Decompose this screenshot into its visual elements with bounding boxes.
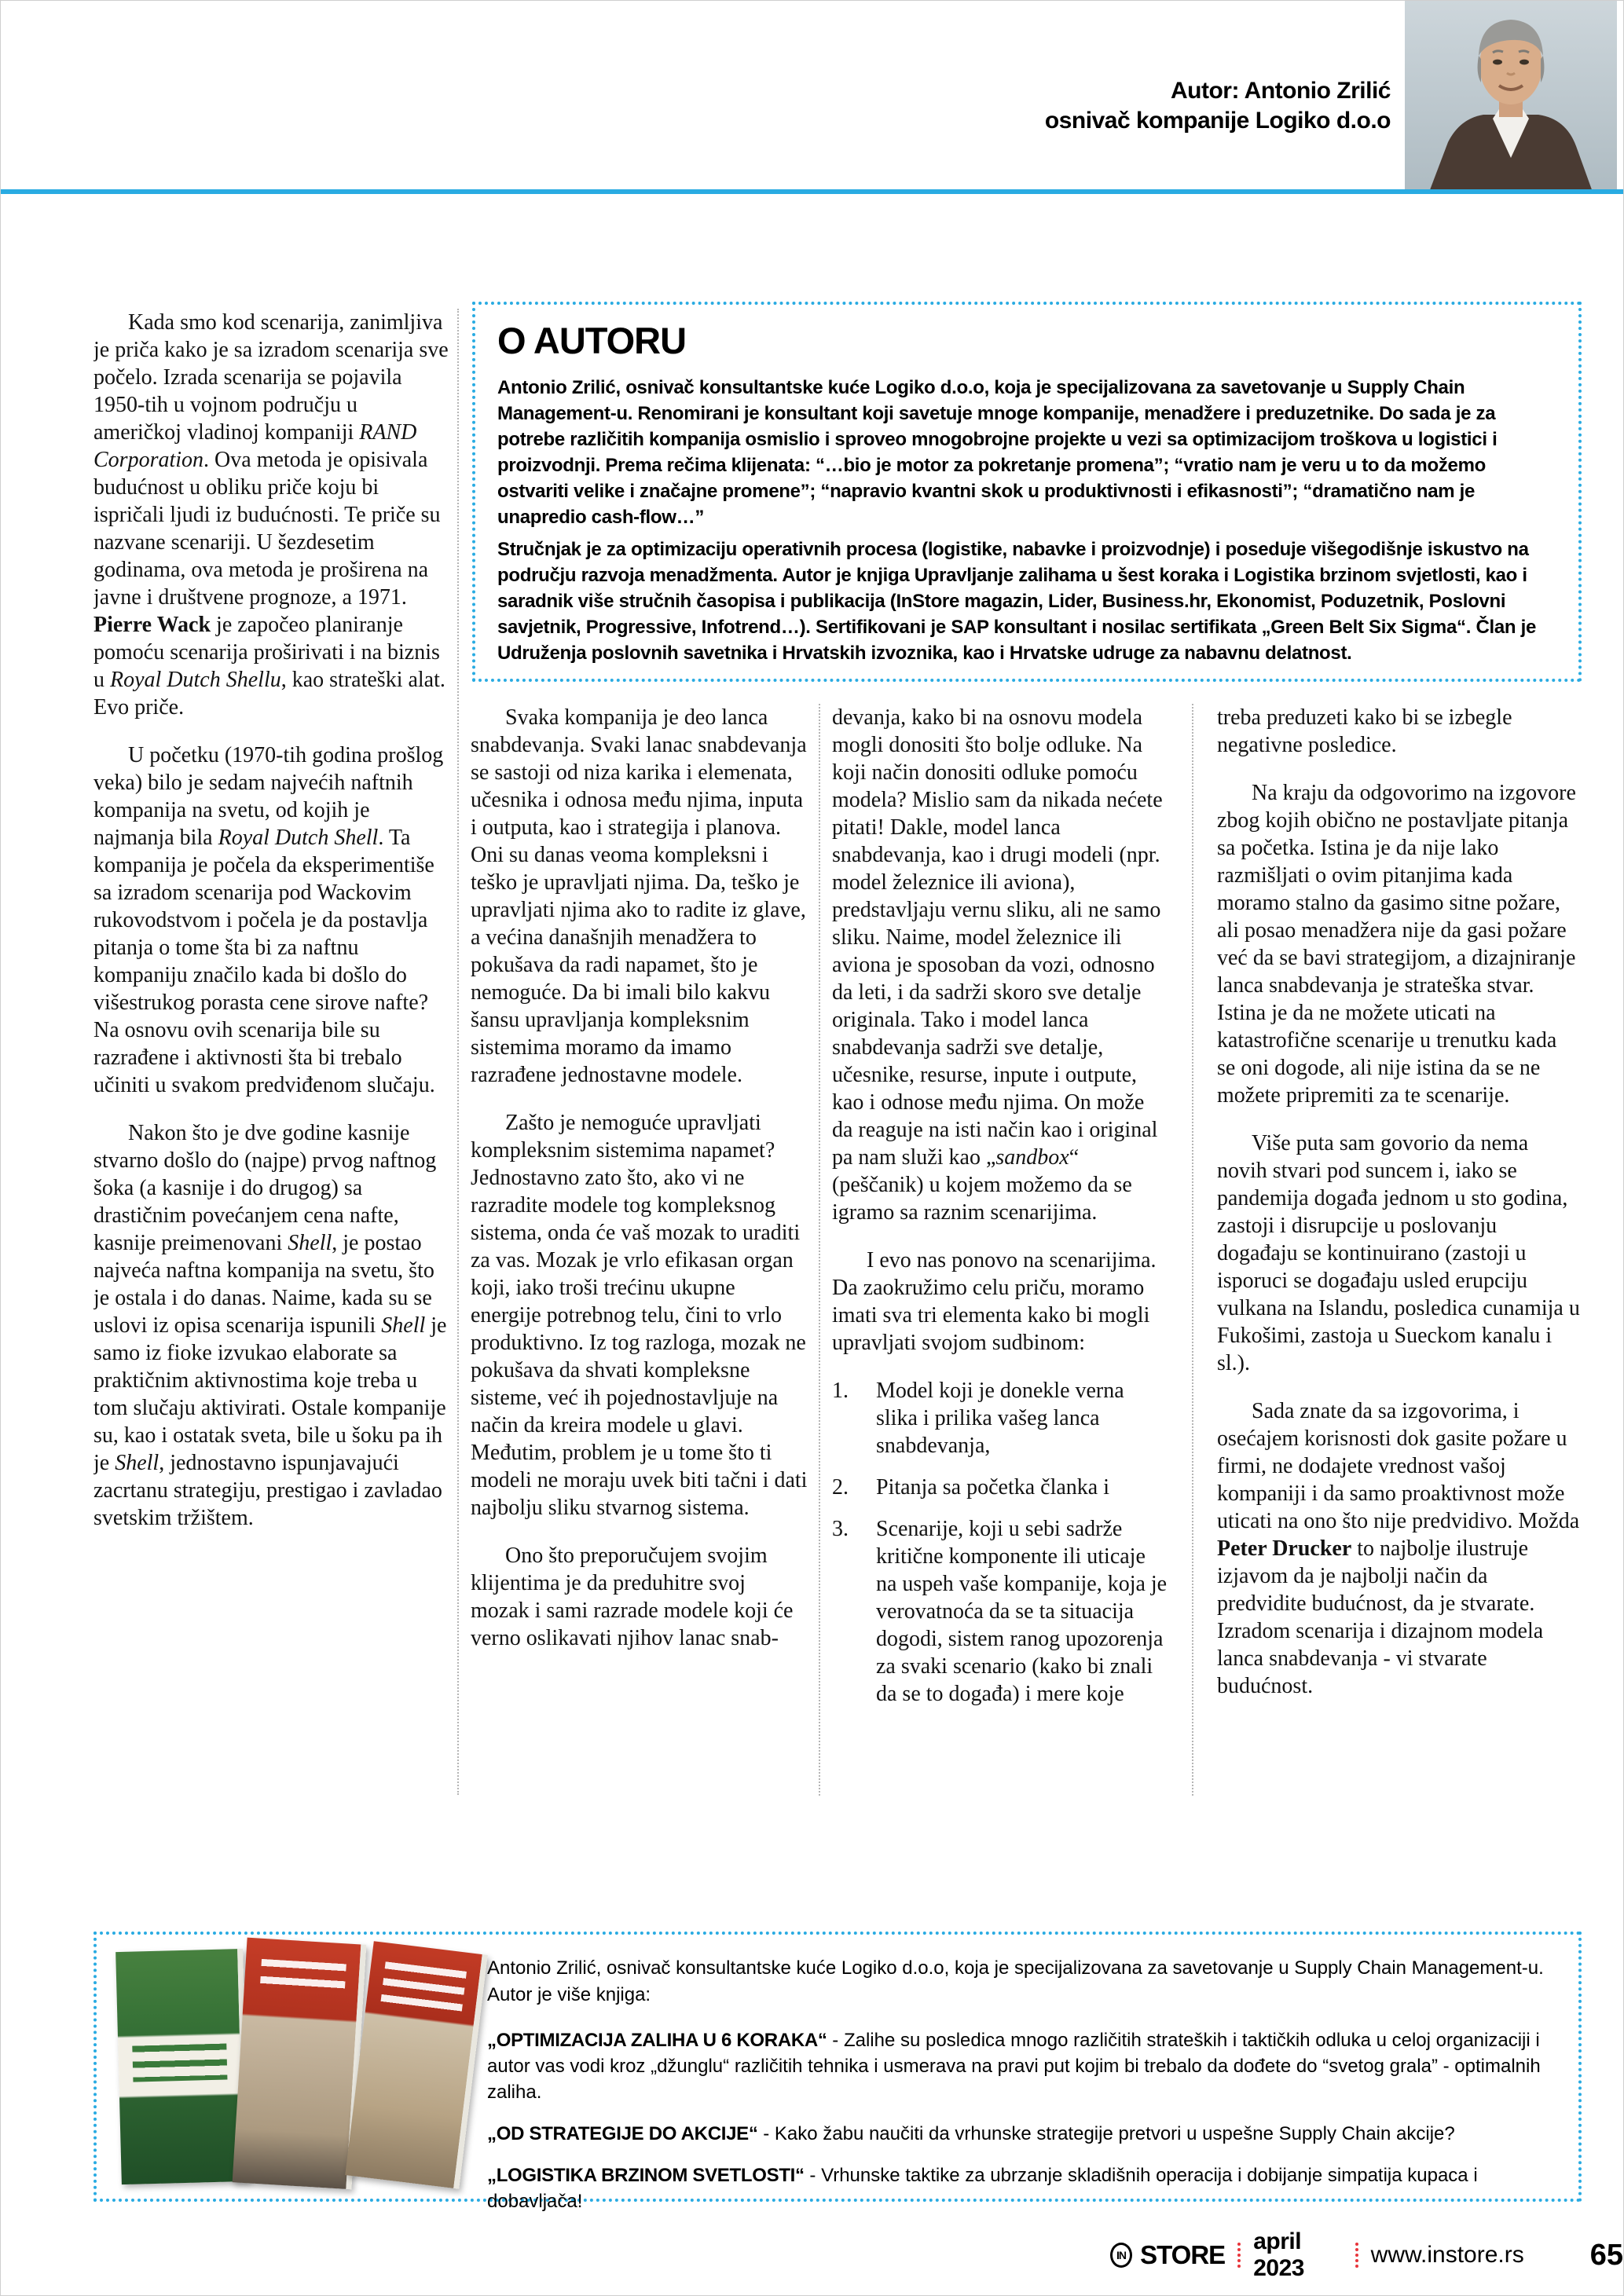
books-text: [487, 1955, 1548, 2230]
article-column-4: [1217, 704, 1580, 1797]
author-photo: [1405, 1, 1617, 194]
article-paragraph: devanja, kako bi na osnovu modela mogli donositi što bolje odluke. Na koji način donositi odluke pomoću modela? Mislio sam da nikada nećete pitati! Dakle, model lanca snabdevanja, kao i drugi modeli (npr. model železnice ili aviona), predstavljaju vernu sliku, ali ne samo sliku. Naime, model železnice ili aviona je sposoban da vozi, odnosno da leti, i da sadrži skoro sve detalje originala. Tako i model lanca snabdevanja sadrži sve detalje, učesnike, resurse, inpute i outpute, kao i odnose među njima. On može da reaguje na isti način kao i original pa nam služi kao „sandbox“ (peščanik) u kojem možemo da se igramo sa raznim scenarijima.: [832, 705, 1163, 1225]
instore-logo-icon: IN: [1110, 2243, 1132, 2268]
article-column-3: [832, 704, 1168, 1797]
issue-date: april 2023: [1253, 2228, 1304, 2281]
column-divider: [1192, 704, 1193, 1796]
article-paragraph: U početku (1970-tih godina prošlog veka) bilo je sedam najvećih naftnih kompanija na svetu, od kojih je najmanja bila Royal Dutch Shell. Ta kompanija je počela da eksperimentiše sa izradom scenarija pod Wackovim rukovodstvom i počela je da postavlja pitanja o tome šta bi za naftnu kompaniju značilo kada bi došlo do višestrukog porasta cene sirove nafte? Na osnovu ovih scenarija bile su razrađene i aktivnosti šta bi trebalo učiniti u svakom predviđenom slučaju.: [93, 743, 444, 1097]
brand-name: STORE: [1140, 2240, 1226, 2269]
book-cover-od-strategije: [115, 1949, 249, 2184]
article-paragraph: Zašto je nemoguće upravljati kompleksnim sistemima napamet? Jednostavno zato što, ako vi ne razradite modele tog kompleksnog sistema, onda će vaš mozak to uraditi za vas. Mozak je vrlo efikasan organ koji, iako troši trećinu ukupne energije potrebnog telu, čini to vrlo produktivno. Iz tog razloga, mozak ne pokušava da shvati kompleksne sisteme, već ih pojednostavljuje na način da kreira modele u glavi. Međutim, problem je u tome što ti modeli ne moraju uvek biti tačni i dati najbolju sliku stvarnog sistema.: [471, 1111, 808, 1520]
dot-separator: [1237, 2243, 1241, 2268]
book-desc: - Vrhunske taktike za ubrzanje skladišnih operacija i dobijanje simpatija kupaca i dobavljača!: [487, 2165, 1478, 2212]
book-cover-logistika: [233, 1938, 367, 2190]
dot-separator: [1355, 2243, 1358, 2268]
article-paragraph: Na kraju da odgovorimo na izgovore zbog kojih obično ne postavljate pitanja sa početka. Istina je da nije lako razmišljati o ovim pitanjima kada moramo stalno da gasimo sitne požare, ali posao menadžera nije da gasi požare već da se bavi strategijom, a dizajniranje lanca snabdevanja je strateška stvar. Istina je da ne možete uticati na katastrofične scenarije u trenutku kada se oni dogode, ali nije istina da se ne možete pripremiti za te scenarije.: [1217, 781, 1576, 1108]
page-number: 65: [1589, 2238, 1623, 2272]
author-credit-line2: osnivač kompanije Logiko d.o.o: [1044, 108, 1391, 134]
book-item: [487, 2162, 1548, 2214]
article-paragraph: Kada smo kod scenarija, zanimljiva je priča kako je sa izradom scenarija sve počelo. Izrada scenarija se pojavila 1950-tih u vojnom području u američkoj vladinoj kompaniji RAND Corporation. Ova metoda je opisivala budućnost u obliku priče koju bi ispričali ljudi iz budućnosti. Te priče su nazvane scenariji. U šezdesetim godinama, ova metoda je proširena na javne i društvene prognoze, a 1971. Pierre Wack je započeo planiranje pomoću scenarija proširivati i na biznis u Royal Dutch Shellu, kao strateški alat. Evo priče.: [93, 310, 449, 720]
author-credit-line1: Autor: Antonio Zrilić: [1170, 78, 1391, 104]
footer: [1110, 2228, 1623, 2281]
column-divider: [819, 704, 820, 1796]
book-covers-image: [115, 1939, 477, 2195]
about-author-box: [472, 302, 1582, 682]
about-paragraph: Stručnjak je za optimizaciju operativnih procesa (logistike, nabavke i proizvodnje) i poseduje višegodišnje iskustvo na području razvoja menadžmenta. Autor je knjiga Upravljanje zalihama u šest koraka i Logistika brzinom svjetlosti, kao i saradnik više stručnih časopisa i publikacija (InStore magazin, Lider, Business.hr, Ekonomist, Poduzetnik, Poslovni savjetnik, Progressive, Infotrend…). Sertifikovani je SAP konsultant i nosilac sertifikata „Green Belt Six Sigma“. Član je Udruženja poslovnih savetnika i Hrvatskih izvoznika, kao i Hrvatske udruge za nabavnu delatnost.: [497, 539, 1537, 664]
author-portrait-illustration: [1405, 1, 1617, 194]
book-desc: - Zalihe su posledica mnogo različitih strateških i taktičkih odluka u celoj organizaciji i autor vas vodi kroz „džunglu“ različitih tehnika i usmerava na pravi put kojim bi trebalo da dođete do “svetog grala” - optimalnih zaliha.: [487, 2030, 1541, 2103]
about-paragraph: Antonio Zrilić, osnivač konsultantske kuće Logiko d.o.o, koja je specijalizovana za savetovanje u Supply Chain Management-u. Renomirani je konsultant koji savetuje mnoge kompanije, menadžere i preduzetnike. Do sada je za potrebe različitih kompanija osmislio i sproveo mnogobrojne projekte u vezi sa optimizacijom troškova u logistici i proizvodnji. Prema rečima klijenata: “…bio je motor za pokretanje promena”; “vratio nam je veru u to da možemo ostvariti velike i značajne promene”; “napravio kvantni skok u produktivnosti i efikasnosti”; “dramatično nam je unapredio cash-flow…”: [497, 377, 1498, 528]
article-list-item: 2. Pitanja sa početka članka i: [832, 1475, 1109, 1500]
column-divider: [457, 309, 459, 1795]
book-title: „OPTIMIZACIJA ZALIHA U 6 KORAKA“: [487, 2030, 827, 2051]
article-paragraph: treba preduzeti kako bi se izbegle negativne posledice.: [1217, 705, 1512, 757]
article-column-1: [93, 309, 449, 1795]
book-desc: - Kako žabu naučiti da vrhunske strategije pretvori u uspešne Supply Chain akcije?: [757, 2123, 1455, 2144]
book-cover-optimizacija: [345, 1941, 487, 2189]
book-title: „OD STRATEGIJE DO AKCIJE“: [487, 2123, 758, 2144]
list-number: 1.: [832, 1379, 849, 1403]
article-paragraph: Nakon što je dve godine kasnije stvarno došlo do (najpe) prvog naftnog šoka (a kasnije i do drugog) sa drastičnim povećanjem cena nafte, kasnije preimenovani Shell, je postao najveća naftna kompanija na svetu, što je ostala i do danas. Naime, kada su se uslovi iz opisa scenarija ispunili Shell je samo iz fioke izvukao elaborate sa praktičnim aktivnostima koje treba u tom slučaju aktivirati. Ostale kompanije su, kao i ostatak sveta, bile u šoku pa ih je Shell, jednostavno ispunjavajući zacrtanu strategiju, prestigao i zavladao svetskim tržištem.: [93, 1121, 447, 1530]
website-url: www.instore.rs: [1370, 2242, 1524, 2268]
book-item: [487, 2027, 1548, 2105]
article-list-item: 3. Scenarije, koji u sebi sadrže kritične komponente ili uticaje na uspeh vaše kompanije, koja je verovatnoća da se ta situacija dogodi, sistem ranog upozorenja za svaki scenario (kako bi znali da se to događa) i mere koje: [832, 1517, 1168, 1706]
article-column-2: [471, 704, 808, 1797]
books-intro: Antonio Zrilić, osnivač konsultantske kuće Logiko d.o.o, koja je specijalizovana za savetovanje u Supply Chain Management-u. Autor je više knjiga:: [487, 1957, 1544, 2005]
list-number: 2.: [832, 1475, 849, 1500]
article-list-item: 1. Model koji je donekle verna slika i prilika vašeg lanca snabdevanja,: [832, 1379, 1124, 1458]
article-paragraph: Sada znate da sa izgovorima, i osećajem korisnosti dok gasite požare u firmi, ne dodajete vrednost vašoj kompaniji i da samo proaktivnost može uticati na ono što nije predvidivo. Možda Peter Drucker to najbolje ilustruje izjavom da je najbolji način da predvidite budućnost, da je stvarate. Izradom scenarija i dizajnom modela lanca snabdevanja - vi stvarate budućnost.: [1217, 1399, 1580, 1698]
about-box-title: O AUTORU: [497, 320, 687, 361]
accent-divider-line: [1, 189, 1624, 194]
book-title: „LOGISTIKA BRZINOM SVETLOSTI“: [487, 2165, 805, 2186]
author-credit: [1045, 76, 1391, 136]
list-number: 3.: [832, 1517, 849, 1541]
article-paragraph: Više puta sam govorio da nema novih stvari pod suncem i, iako se pandemija događa jednom u sto godina, zastoji i disrupcije u poslovanju događaju se kontinuirano (zastoji u isporuci se događaju usled erupciju vulkana na Islandu, posledica cunamija u Fukošimi, zastoja u Sueckom kanalu i sl.).: [1217, 1131, 1580, 1375]
article-paragraph: I evo nas ponovo na scenarijima. Da zaokružimo celu priču, moramo imati sva tri elementa kako bi mogli upravljati svojom sudbinom:: [832, 1248, 1157, 1355]
article-paragraph: Ono što preporučujem svojim klijentima je da preduhitre svoj mozak i sami razrade modele koji će verno oslikavati njihov lanac snab-: [471, 1543, 794, 1650]
books-box: [93, 1932, 1582, 2212]
article-paragraph: Svaka kompanija je deo lanca snabdevanja. Svaki lanac snabdevanja se sastoji od niza karika i elemenata, učesnika i odnosa među njima, inputa i outputa, kao i strategija i planova. Oni su danas veoma kompleksni i teško je upravljati njima. Da, teško je upravljati njima ako to radite iz glave, a većina današnjih menadžera to pokušava da radi napamet, što je nemoguće. Da bi imali bilo kakvu šansu upravljanja kompleksnim sistemima moramo da imamo razrađene jednostavne modele.: [471, 705, 807, 1087]
book-item: [487, 2121, 1548, 2147]
